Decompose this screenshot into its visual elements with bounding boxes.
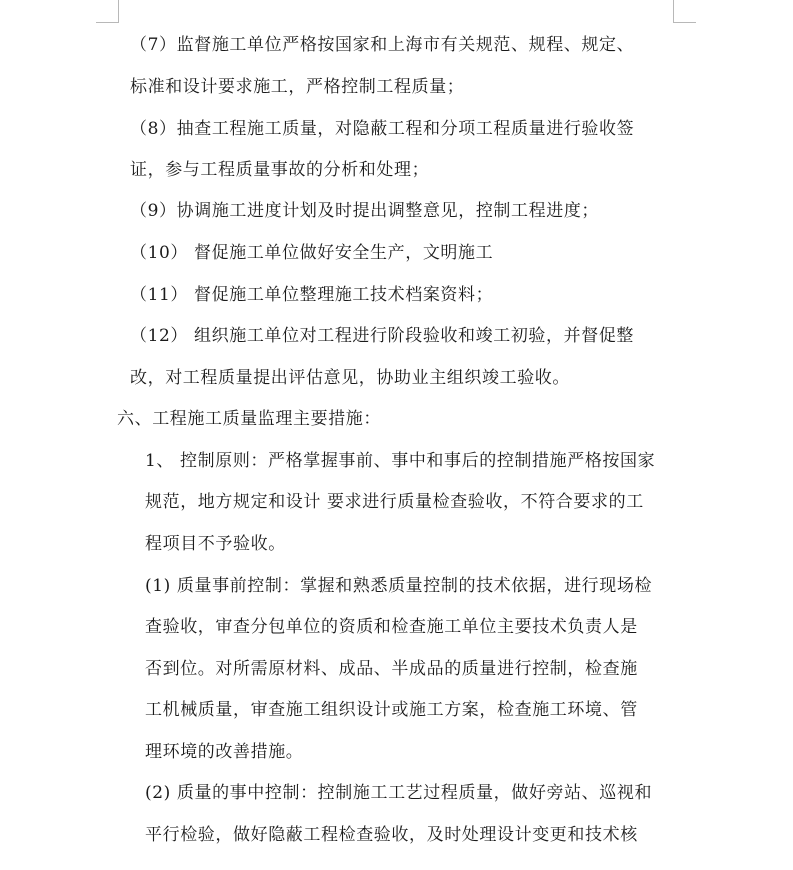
page-corner-mark-left (96, 0, 119, 23)
text-line: （7）监督施工单位严格按国家和上海市有关规范、规程、规定、 (130, 35, 635, 55)
text-line: 平行检验，做好隐蔽工程检查验收，及时处理设计变更和技术核 (145, 825, 638, 845)
text-line: 工机械质量，审查施工组织设计或施工方案，检查施工环境、管 (145, 700, 638, 720)
text-line: 1、 控制原则：严格掌握事前、事中和事后的控制措施严格按国家 (145, 451, 656, 471)
text-line: 规范，地方规定和设计 要求进行质量检查验收，不符合要求的工 (145, 492, 644, 512)
text-line: 否到位。对所需原材料、成品、半成品的质量进行控制，检查施 (145, 659, 638, 679)
text-line: 查验收，审查分包单位的资质和检查施工单位主要技术负责人是 (145, 617, 638, 637)
section-heading: 六、工程施工质量监理主要措施： (117, 409, 381, 429)
text-line: （8）抽查工程施工质量，对隐蔽工程和分项工程质量进行验收签 (130, 119, 635, 139)
text-line: 改，对工程质量提出评估意见，协助业主组织竣工验收。 (130, 368, 570, 388)
text-line: 程项目不予验收。 (145, 534, 286, 554)
text-line: （9）协调施工进度计划及时提出调整意见，控制工程进度； (130, 201, 600, 221)
text-line: （12） 组织施工单位对工程进行阶段验收和竣工初验，并督促整 (130, 326, 635, 346)
text-line: （11） 督促施工单位整理施工技术档案资料； (130, 285, 494, 305)
text-line: (1) 质量事前控制：掌握和熟悉质量控制的技术依据，进行现场检 (145, 576, 653, 596)
page-corner-mark-right (673, 0, 696, 23)
text-line: 证，参与工程质量事故的分析和处理； (130, 160, 430, 180)
text-line: 标准和设计要求施工，严格控制工程质量； (130, 77, 465, 97)
text-line: 理环境的改善措施。 (145, 742, 304, 762)
text-line: （10） 督促施工单位做好安全生产，文明施工 (130, 243, 494, 263)
text-line: (2) 质量的事中控制：控制施工工艺过程质量，做好旁站、巡视和 (145, 783, 653, 803)
